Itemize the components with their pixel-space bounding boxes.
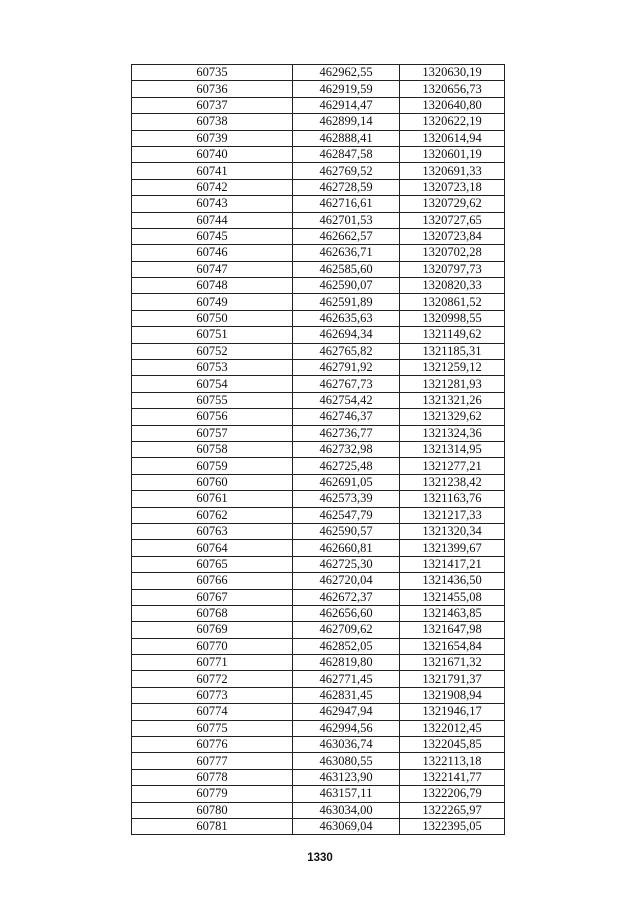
point-number-cell: 60757: [132, 425, 293, 441]
table-row: [132, 327, 505, 343]
table-row: [132, 474, 505, 490]
x-coordinate-cell: 463080,55: [293, 753, 400, 769]
y-coordinate-cell: 1320640,80: [400, 97, 505, 113]
point-number-cell: 60771: [132, 655, 293, 671]
y-coordinate-cell: 1322045,85: [400, 737, 505, 753]
table-row: [132, 753, 505, 769]
coordinates-table-body: [132, 65, 505, 835]
point-number-cell: 60780: [132, 802, 293, 818]
x-coordinate-cell: 462672,37: [293, 589, 400, 605]
table-row: [132, 179, 505, 195]
point-number-cell: 60746: [132, 245, 293, 261]
x-coordinate-cell: 462888,41: [293, 130, 400, 146]
x-coordinate-cell: 462767,73: [293, 376, 400, 392]
y-coordinate-cell: 1320601,19: [400, 146, 505, 162]
x-coordinate-cell: 462725,48: [293, 458, 400, 474]
table-row: [132, 818, 505, 834]
x-coordinate-cell: 463157,11: [293, 786, 400, 802]
x-coordinate-cell: 462660,81: [293, 540, 400, 556]
x-coordinate-cell: 462962,55: [293, 65, 400, 81]
table-row: [132, 605, 505, 621]
x-coordinate-cell: 462771,45: [293, 671, 400, 687]
table-row: [132, 704, 505, 720]
x-coordinate-cell: 462754,42: [293, 392, 400, 408]
table-row: [132, 441, 505, 457]
y-coordinate-cell: 1320656,73: [400, 81, 505, 97]
x-coordinate-cell: 462899,14: [293, 114, 400, 130]
x-coordinate-cell: 462701,53: [293, 212, 400, 228]
y-coordinate-cell: 1320998,55: [400, 310, 505, 326]
x-coordinate-cell: 462765,82: [293, 343, 400, 359]
point-number-cell: 60745: [132, 228, 293, 244]
x-coordinate-cell: 462819,80: [293, 655, 400, 671]
y-coordinate-cell: 1321436,50: [400, 573, 505, 589]
y-coordinate-cell: 1321399,67: [400, 540, 505, 556]
point-number-cell: 60740: [132, 146, 293, 162]
point-number-cell: 60755: [132, 392, 293, 408]
point-number-cell: 60741: [132, 163, 293, 179]
x-coordinate-cell: 462769,52: [293, 163, 400, 179]
y-coordinate-cell: 1321321,26: [400, 392, 505, 408]
table-row: [132, 278, 505, 294]
table-row: [132, 769, 505, 785]
y-coordinate-cell: 1320614,94: [400, 130, 505, 146]
y-coordinate-cell: 1322113,18: [400, 753, 505, 769]
point-number-cell: 60778: [132, 769, 293, 785]
y-coordinate-cell: 1321647,98: [400, 622, 505, 638]
table-row: [132, 523, 505, 539]
table-row: [132, 720, 505, 736]
y-coordinate-cell: 1321791,37: [400, 671, 505, 687]
y-coordinate-cell: 1321654,84: [400, 638, 505, 654]
point-number-cell: 60756: [132, 409, 293, 425]
table-row: [132, 589, 505, 605]
table-row: [132, 687, 505, 703]
page-number: 1330: [307, 852, 333, 864]
x-coordinate-cell: 463034,00: [293, 802, 400, 818]
point-number-cell: 60774: [132, 704, 293, 720]
y-coordinate-cell: 1321185,31: [400, 343, 505, 359]
table-row: [132, 376, 505, 392]
y-coordinate-cell: 1321417,21: [400, 556, 505, 572]
point-number-cell: 60742: [132, 179, 293, 195]
y-coordinate-cell: 1320723,18: [400, 179, 505, 195]
x-coordinate-cell: 462547,79: [293, 507, 400, 523]
x-coordinate-cell: 462590,07: [293, 278, 400, 294]
y-coordinate-cell: 1320723,84: [400, 228, 505, 244]
table-row: [132, 409, 505, 425]
y-coordinate-cell: 1320797,73: [400, 261, 505, 277]
x-coordinate-cell: 462746,37: [293, 409, 400, 425]
y-coordinate-cell: 1320702,28: [400, 245, 505, 261]
table-row: [132, 294, 505, 310]
coordinates-table: [131, 64, 505, 835]
point-number-cell: 60762: [132, 507, 293, 523]
point-number-cell: 60763: [132, 523, 293, 539]
point-number-cell: 60750: [132, 310, 293, 326]
point-number-cell: 60769: [132, 622, 293, 638]
table-row: [132, 196, 505, 212]
point-number-cell: 60764: [132, 540, 293, 556]
table-row: [132, 163, 505, 179]
y-coordinate-cell: 1320691,33: [400, 163, 505, 179]
y-coordinate-cell: 1322141,77: [400, 769, 505, 785]
point-number-cell: 60743: [132, 196, 293, 212]
point-number-cell: 60779: [132, 786, 293, 802]
y-coordinate-cell: 1322265,97: [400, 802, 505, 818]
table-row: [132, 360, 505, 376]
x-coordinate-cell: 462636,71: [293, 245, 400, 261]
x-coordinate-cell: 462914,47: [293, 97, 400, 113]
table-row: [132, 491, 505, 507]
table-row: [132, 310, 505, 326]
table-row: [132, 245, 505, 261]
y-coordinate-cell: 1320727,65: [400, 212, 505, 228]
y-coordinate-cell: 1322012,45: [400, 720, 505, 736]
table-row: [132, 228, 505, 244]
x-coordinate-cell: 462728,59: [293, 179, 400, 195]
x-coordinate-cell: 462656,60: [293, 605, 400, 621]
y-coordinate-cell: 1321259,12: [400, 360, 505, 376]
table-row: [132, 212, 505, 228]
x-coordinate-cell: 462919,59: [293, 81, 400, 97]
point-number-cell: 60753: [132, 360, 293, 376]
y-coordinate-cell: 1320622,19: [400, 114, 505, 130]
table-row: [132, 655, 505, 671]
point-number-cell: 60777: [132, 753, 293, 769]
table-row: [132, 130, 505, 146]
point-number-cell: 60766: [132, 573, 293, 589]
table-row: [132, 671, 505, 687]
point-number-cell: 60775: [132, 720, 293, 736]
y-coordinate-cell: 1321324,36: [400, 425, 505, 441]
table-row: [132, 343, 505, 359]
x-coordinate-cell: 462994,56: [293, 720, 400, 736]
x-coordinate-cell: 462852,05: [293, 638, 400, 654]
point-number-cell: 60767: [132, 589, 293, 605]
x-coordinate-cell: 462662,57: [293, 228, 400, 244]
table-row: [132, 261, 505, 277]
x-coordinate-cell: 462947,94: [293, 704, 400, 720]
x-coordinate-cell: 463069,04: [293, 818, 400, 834]
point-number-cell: 60758: [132, 441, 293, 457]
x-coordinate-cell: 462691,05: [293, 474, 400, 490]
point-number-cell: 60773: [132, 687, 293, 703]
table-row: [132, 114, 505, 130]
point-number-cell: 60752: [132, 343, 293, 359]
table-row: [132, 556, 505, 572]
x-coordinate-cell: 462573,39: [293, 491, 400, 507]
point-number-cell: 60739: [132, 130, 293, 146]
y-coordinate-cell: 1321281,93: [400, 376, 505, 392]
point-number-cell: 60748: [132, 278, 293, 294]
table-row: [132, 392, 505, 408]
table-row: [132, 146, 505, 162]
point-number-cell: 60765: [132, 556, 293, 572]
y-coordinate-cell: 1320729,62: [400, 196, 505, 212]
y-coordinate-cell: 1321946,17: [400, 704, 505, 720]
y-coordinate-cell: 1321314,95: [400, 441, 505, 457]
y-coordinate-cell: 1321671,32: [400, 655, 505, 671]
point-number-cell: 60754: [132, 376, 293, 392]
x-coordinate-cell: 462732,98: [293, 441, 400, 457]
point-number-cell: 60744: [132, 212, 293, 228]
y-coordinate-cell: 1321238,42: [400, 474, 505, 490]
point-number-cell: 60781: [132, 818, 293, 834]
x-coordinate-cell: 462585,60: [293, 261, 400, 277]
y-coordinate-cell: 1321463,85: [400, 605, 505, 621]
point-number-cell: 60735: [132, 65, 293, 81]
x-coordinate-cell: 462591,89: [293, 294, 400, 310]
x-coordinate-cell: 462694,34: [293, 327, 400, 343]
x-coordinate-cell: 462709,62: [293, 622, 400, 638]
x-coordinate-cell: 462831,45: [293, 687, 400, 703]
point-number-cell: 60759: [132, 458, 293, 474]
table-row: [132, 802, 505, 818]
point-number-cell: 60749: [132, 294, 293, 310]
y-coordinate-cell: 1321217,33: [400, 507, 505, 523]
table-row: [132, 622, 505, 638]
y-coordinate-cell: 1320861,52: [400, 294, 505, 310]
y-coordinate-cell: 1321908,94: [400, 687, 505, 703]
y-coordinate-cell: 1321455,08: [400, 589, 505, 605]
table-row: [132, 425, 505, 441]
y-coordinate-cell: 1321277,21: [400, 458, 505, 474]
point-number-cell: 60747: [132, 261, 293, 277]
table-row: [132, 507, 505, 523]
table-row: [132, 97, 505, 113]
table-row: [132, 786, 505, 802]
point-number-cell: 60737: [132, 97, 293, 113]
point-number-cell: 60761: [132, 491, 293, 507]
x-coordinate-cell: 463123,90: [293, 769, 400, 785]
point-number-cell: 60751: [132, 327, 293, 343]
table-row: [132, 540, 505, 556]
y-coordinate-cell: 1322395,05: [400, 818, 505, 834]
x-coordinate-cell: 462791,92: [293, 360, 400, 376]
point-number-cell: 60736: [132, 81, 293, 97]
table-row: [132, 458, 505, 474]
point-number-cell: 60770: [132, 638, 293, 654]
x-coordinate-cell: 462635,63: [293, 310, 400, 326]
y-coordinate-cell: 1321329,62: [400, 409, 505, 425]
point-number-cell: 60776: [132, 737, 293, 753]
x-coordinate-cell: 462847,58: [293, 146, 400, 162]
table-row: [132, 81, 505, 97]
y-coordinate-cell: 1321320,34: [400, 523, 505, 539]
x-coordinate-cell: 462720,04: [293, 573, 400, 589]
point-number-cell: 60738: [132, 114, 293, 130]
x-coordinate-cell: 463036,74: [293, 737, 400, 753]
y-coordinate-cell: 1321163,76: [400, 491, 505, 507]
x-coordinate-cell: 462725,30: [293, 556, 400, 572]
x-coordinate-cell: 462736,77: [293, 425, 400, 441]
point-number-cell: 60760: [132, 474, 293, 490]
table-row: [132, 573, 505, 589]
table-row: [132, 638, 505, 654]
table-row: [132, 65, 505, 81]
y-coordinate-cell: 1320820,33: [400, 278, 505, 294]
table-row: [132, 737, 505, 753]
x-coordinate-cell: 462716,61: [293, 196, 400, 212]
y-coordinate-cell: 1322206,79: [400, 786, 505, 802]
point-number-cell: 60772: [132, 671, 293, 687]
y-coordinate-cell: 1321149,62: [400, 327, 505, 343]
x-coordinate-cell: 462590,57: [293, 523, 400, 539]
y-coordinate-cell: 1320630,19: [400, 65, 505, 81]
point-number-cell: 60768: [132, 605, 293, 621]
